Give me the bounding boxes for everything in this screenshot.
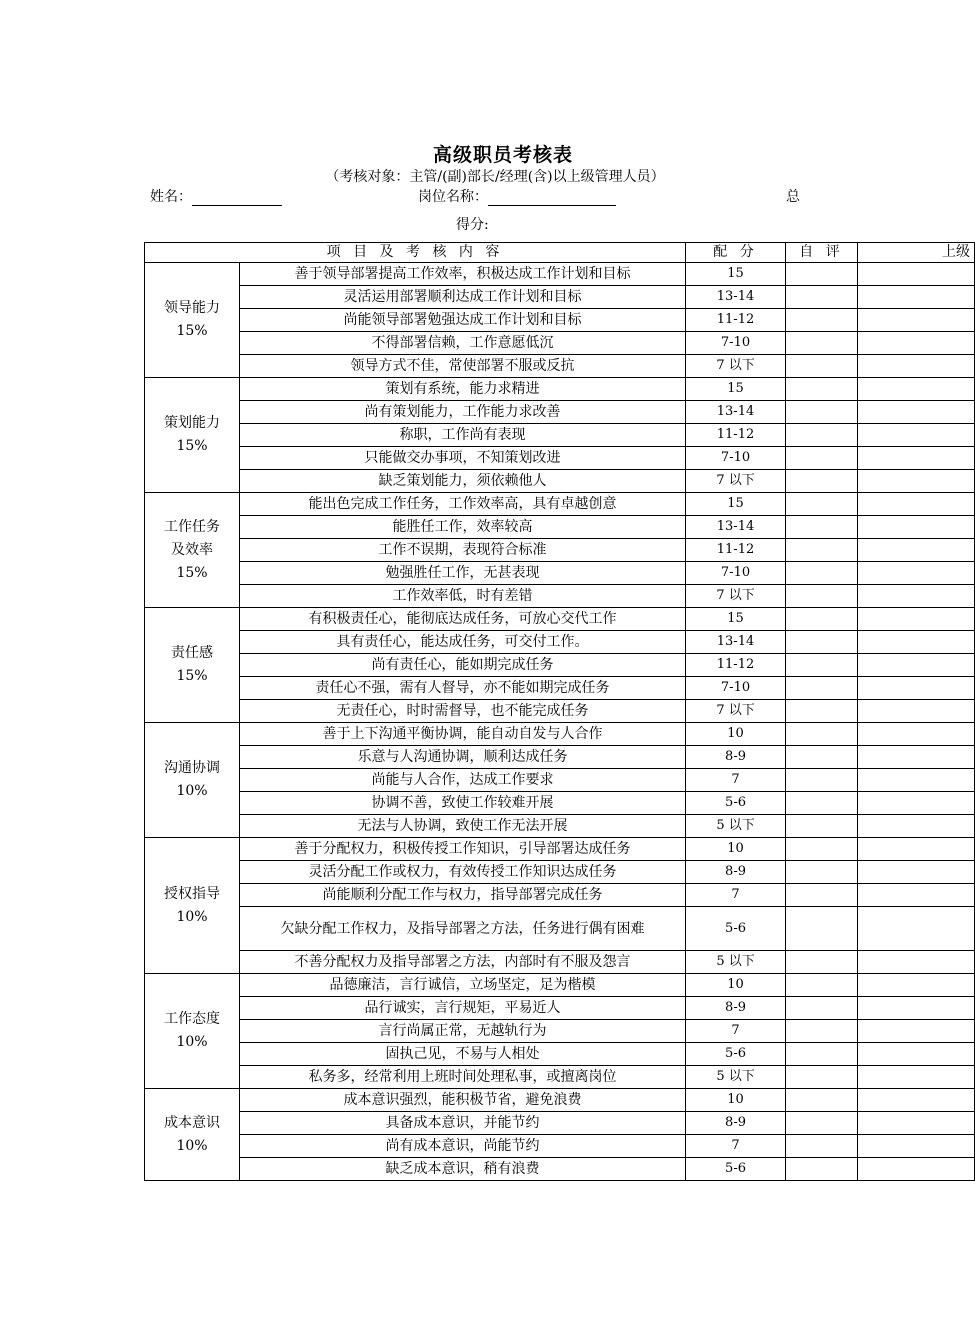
table-row (145, 631, 975, 654)
table-row (145, 974, 975, 997)
self-eval-cell[interactable] (786, 286, 858, 309)
name-blank[interactable] (192, 191, 282, 206)
category-weight: 15% (176, 438, 208, 454)
superior-eval-cell[interactable] (858, 723, 975, 746)
score-range: 10 (686, 838, 786, 861)
score-range: 13-14 (686, 286, 786, 309)
criterion-text: 品德廉洁，言行诚信，立场坚定，足为楷模 (240, 974, 686, 997)
criterion-text: 善于上下沟通平衡协调，能自动自发与人合作 (240, 723, 686, 746)
score-range: 7-10 (686, 332, 786, 355)
superior-eval-cell[interactable] (858, 401, 975, 424)
table-row (145, 378, 975, 401)
criterion-text: 乐意与人沟通协调，顺利达成任务 (240, 746, 686, 769)
criterion-text: 尚有策划能力，工作能力求改善 (240, 401, 686, 424)
score-range: 7 以下 (686, 355, 786, 378)
table-row (145, 677, 975, 700)
score-range: 5 以下 (686, 815, 786, 838)
score-range: 5-6 (686, 1043, 786, 1066)
category-name: 责任感 (171, 645, 213, 661)
criterion-text: 工作效率低，时有差错 (240, 585, 686, 608)
position-field (418, 186, 616, 206)
form-subtitle: （考核对象：主管/(副)部长/经理(含)以上级管理人员） (325, 169, 665, 185)
table-row (145, 700, 975, 723)
score-range: 8-9 (686, 861, 786, 884)
category-name: 成本意识 (164, 1114, 220, 1131)
score-range: 8-9 (686, 997, 786, 1020)
self-eval-cell[interactable] (786, 654, 858, 677)
self-eval-cell[interactable] (786, 951, 858, 974)
criterion-text: 尚有成本意识，尚能节约 (240, 1135, 686, 1158)
criterion-text: 言行尚属正常，无越轨行为 (240, 1020, 686, 1043)
criterion-text: 策划有系统，能力求精进 (240, 378, 686, 401)
superior-eval-cell[interactable] (858, 424, 975, 447)
criterion-text: 尚能顺利分配工作与权力，指导部署完成任务 (240, 884, 686, 907)
superior-eval-cell[interactable] (858, 974, 975, 997)
self-eval-cell[interactable] (786, 884, 858, 907)
superior-eval-cell[interactable] (858, 332, 975, 355)
superior-eval-cell[interactable] (858, 951, 975, 974)
col-header-self: 自 评 (786, 243, 858, 263)
criterion-text: 缺乏成本意识，稍有浪费 (240, 1158, 686, 1181)
score-range: 7 (686, 1020, 786, 1043)
score-range: 10 (686, 723, 786, 746)
superior-eval-cell[interactable] (858, 677, 975, 700)
self-eval-cell[interactable] (786, 539, 858, 562)
position-blank[interactable] (488, 191, 616, 206)
self-eval-cell[interactable] (786, 378, 858, 401)
score-range: 5 以下 (686, 1066, 786, 1089)
score-range: 7-10 (686, 447, 786, 470)
self-eval-cell[interactable] (786, 861, 858, 884)
superior-eval-cell[interactable] (858, 539, 975, 562)
criterion-text: 尚能领导部署勉强达成工作计划和目标 (240, 309, 686, 332)
table-row (145, 470, 975, 493)
criterion-text: 具备成本意识，并能节约 (240, 1112, 686, 1135)
criterion-text: 有积极责任心，能彻底达成任务，可放心交代工作 (240, 608, 686, 631)
superior-eval-cell[interactable] (858, 861, 975, 884)
table-row (145, 792, 975, 815)
self-eval-cell[interactable] (786, 1158, 858, 1181)
superior-eval-cell[interactable] (858, 997, 975, 1020)
table-row (145, 997, 975, 1020)
col-header-superior: 上级 (858, 243, 975, 263)
category-name: 工作态度 (164, 1011, 220, 1027)
superior-eval-cell[interactable] (858, 792, 975, 815)
score-range: 13-14 (686, 631, 786, 654)
score-range: 7 (686, 1135, 786, 1158)
criterion-text: 尚有责任心，能如期完成任务 (240, 654, 686, 677)
category-weight: 15% (176, 323, 208, 339)
self-eval-cell[interactable] (786, 309, 858, 332)
self-eval-cell[interactable] (786, 355, 858, 378)
self-eval-cell[interactable] (786, 723, 858, 746)
self-eval-cell[interactable] (786, 332, 858, 355)
self-eval-cell[interactable] (786, 263, 858, 286)
table-body (145, 263, 975, 1181)
score-range: 11-12 (686, 424, 786, 447)
category-name: 工作任务 (164, 518, 220, 535)
self-eval-cell[interactable] (786, 1112, 858, 1135)
table-row (145, 309, 975, 332)
superior-eval-cell[interactable] (858, 1158, 975, 1181)
criterion-text: 私务多，经常利用上班时间处理私事，或擅离岗位 (240, 1066, 686, 1089)
criterion-text: 善于分配权力，积极传授工作知识，引导部署达成任务 (240, 838, 686, 861)
score-range: 15 (686, 263, 786, 286)
score-range: 5-6 (686, 907, 786, 951)
table-row (145, 286, 975, 309)
category-cell (145, 1089, 240, 1181)
score-range: 11-12 (686, 309, 786, 332)
score-range: 10 (686, 974, 786, 997)
score-range: 15 (686, 493, 786, 516)
criterion-text: 能出色完成工作任务，工作效率高，具有卓越创意 (240, 493, 686, 516)
table-row (145, 585, 975, 608)
self-eval-cell[interactable] (786, 769, 858, 792)
table-row (145, 746, 975, 769)
criterion-text: 灵活运用部署顺利达成工作计划和目标 (240, 286, 686, 309)
self-eval-cell[interactable] (786, 516, 858, 539)
superior-eval-cell[interactable] (858, 1020, 975, 1043)
table-row (145, 884, 975, 907)
category-weight: 10% (176, 1034, 208, 1050)
criterion-text: 无责任心，时时需督导，也不能完成任务 (240, 700, 686, 723)
self-eval-cell[interactable] (786, 608, 858, 631)
score-range: 5-6 (686, 1158, 786, 1181)
superior-eval-cell[interactable] (858, 746, 975, 769)
superior-eval-cell[interactable] (858, 1112, 975, 1135)
criterion-text: 欠缺分配工作权力，及指导部署之方法，任务进行偶有困难 (240, 907, 686, 951)
col-header-score: 配 分 (686, 243, 786, 263)
criterion-text: 缺乏策划能力，须依赖他人 (240, 470, 686, 493)
criterion-text: 尚能与人合作，达成工作要求 (240, 769, 686, 792)
self-eval-cell[interactable] (786, 838, 858, 861)
self-eval-cell[interactable] (786, 562, 858, 585)
score-range: 10 (686, 1089, 786, 1112)
score-range: 13-14 (686, 516, 786, 539)
superior-eval-cell[interactable] (858, 654, 975, 677)
score-range: 7-10 (686, 562, 786, 585)
score-range: 7 以下 (686, 700, 786, 723)
category-weight: 15% (176, 668, 208, 684)
table-row (145, 1112, 975, 1135)
table-row (145, 1158, 975, 1181)
form-title: 高级职员考核表 (432, 144, 573, 166)
self-eval-cell[interactable] (786, 424, 858, 447)
self-eval-cell[interactable] (786, 1089, 858, 1112)
name-field (150, 186, 282, 206)
superior-eval-cell[interactable] (858, 378, 975, 401)
name-label: 姓名： (150, 189, 192, 205)
self-eval-cell[interactable] (786, 677, 858, 700)
criterion-text: 协调不善，致使工作较难开展 (240, 792, 686, 815)
superior-eval-cell[interactable] (858, 286, 975, 309)
score-range: 15 (686, 378, 786, 401)
self-eval-cell[interactable] (786, 974, 858, 997)
score-range: 7 以下 (686, 470, 786, 493)
self-eval-cell[interactable] (786, 815, 858, 838)
table-row (145, 907, 975, 951)
table-row (145, 838, 975, 861)
category-cell (145, 493, 240, 608)
table-row (145, 355, 975, 378)
criterion-text: 能胜任工作，效率较高 (240, 516, 686, 539)
superior-eval-cell[interactable] (858, 355, 975, 378)
superior-eval-cell[interactable] (858, 1043, 975, 1066)
col-header-items: 项 目 及 考 核 内 容 (145, 243, 686, 263)
self-eval-cell[interactable] (786, 470, 858, 493)
superior-eval-cell[interactable] (858, 516, 975, 539)
table-row (145, 447, 975, 470)
score-range: 7 (686, 769, 786, 792)
self-eval-cell[interactable] (786, 746, 858, 769)
superior-eval-cell[interactable] (858, 309, 975, 332)
table-row (145, 562, 975, 585)
superior-eval-cell[interactable] (858, 631, 975, 654)
score-range: 8-9 (686, 746, 786, 769)
score-range: 8-9 (686, 1112, 786, 1135)
criterion-text: 固执己见，不易与人相处 (240, 1043, 686, 1066)
table-row (145, 951, 975, 974)
category-cell (145, 263, 240, 378)
criterion-text: 成本意识强烈，能积极节省，避免浪费 (240, 1089, 686, 1112)
criterion-text: 责任心不强，需有人督导，亦不能如期完成任务 (240, 677, 686, 700)
category-name: 沟通协调 (164, 760, 220, 776)
table-row (145, 516, 975, 539)
category-cell (145, 608, 240, 723)
score-range: 15 (686, 608, 786, 631)
table-row (145, 493, 975, 516)
table-row (145, 1020, 975, 1043)
score-range: 7 (686, 884, 786, 907)
category-cell (145, 723, 240, 838)
criterion-text: 灵活分配工作或权力，有效传授工作知识达成任务 (240, 861, 686, 884)
self-eval-cell[interactable] (786, 700, 858, 723)
table-row (145, 654, 975, 677)
criterion-text: 不善分配权力及指导部署之方法，内部时有不服及怨言 (240, 951, 686, 974)
category-weight: 10% (176, 908, 208, 925)
self-eval-cell[interactable] (786, 1020, 858, 1043)
score-range: 11-12 (686, 654, 786, 677)
category-cell (145, 974, 240, 1089)
criterion-text: 工作不误期，表现符合标准 (240, 539, 686, 562)
self-eval-cell[interactable] (786, 401, 858, 424)
criterion-text: 具有责任心，能达成任务，可交付工作。 (240, 631, 686, 654)
table-row (145, 1043, 975, 1066)
position-label: 岗位名称： (418, 189, 488, 205)
category-weight: 10% (176, 783, 208, 799)
table-row (145, 861, 975, 884)
superior-eval-cell[interactable] (858, 608, 975, 631)
category-weight: 15% (176, 564, 208, 581)
superior-eval-cell[interactable] (858, 1066, 975, 1089)
table-row (145, 332, 975, 355)
self-eval-cell[interactable] (786, 997, 858, 1020)
superior-eval-cell[interactable] (858, 838, 975, 861)
self-eval-cell[interactable] (786, 1043, 858, 1066)
self-eval-cell[interactable] (786, 792, 858, 815)
category-cell (145, 838, 240, 974)
table-row (145, 1089, 975, 1112)
table-row (145, 401, 975, 424)
self-eval-cell[interactable] (786, 585, 858, 608)
category-name: 策划能力 (164, 415, 220, 431)
superior-eval-cell[interactable] (858, 447, 975, 470)
table-row (145, 815, 975, 838)
category-weight: 10% (176, 1137, 208, 1154)
score-range: 11-12 (686, 539, 786, 562)
self-eval-cell[interactable] (786, 907, 858, 951)
category-name: 领导能力 (164, 300, 220, 316)
score-label: 得分: (456, 217, 489, 233)
superior-eval-cell[interactable] (858, 585, 975, 608)
category-name: 授权指导 (164, 885, 220, 902)
criterion-text: 领导方式不佳，常使部署不服或反抗 (240, 355, 686, 378)
superior-eval-cell[interactable] (858, 1135, 975, 1158)
table-row (145, 608, 975, 631)
superior-eval-cell[interactable] (858, 1089, 975, 1112)
criterion-text: 称职，工作尚有表现 (240, 424, 686, 447)
table-row (145, 1135, 975, 1158)
total-label: 总 (786, 189, 800, 205)
table-row (145, 723, 975, 746)
self-eval-cell[interactable] (786, 447, 858, 470)
evaluation-table (144, 242, 975, 1181)
table-row (145, 424, 975, 447)
superior-eval-cell[interactable] (858, 470, 975, 493)
superior-eval-cell[interactable] (858, 815, 975, 838)
criterion-text: 只能做交办事项，不知策划改进 (240, 447, 686, 470)
category-cell (145, 378, 240, 493)
table-row (145, 1066, 975, 1089)
self-eval-cell[interactable] (786, 493, 858, 516)
category-name-line2: 及效率 (171, 541, 213, 558)
score-range: 13-14 (686, 401, 786, 424)
superior-eval-cell[interactable] (858, 700, 975, 723)
table-row (145, 263, 975, 286)
score-range: 5 以下 (686, 951, 786, 974)
criterion-text: 勉强胜任工作，无甚表现 (240, 562, 686, 585)
score-range: 7-10 (686, 677, 786, 700)
superior-eval-cell[interactable] (858, 907, 975, 951)
table-row (145, 769, 975, 792)
table-row (145, 539, 975, 562)
criterion-text: 无法与人协调，致使工作无法开展 (240, 815, 686, 838)
superior-eval-cell[interactable] (858, 263, 975, 286)
score-range: 7 以下 (686, 585, 786, 608)
superior-eval-cell[interactable] (858, 493, 975, 516)
self-eval-cell[interactable] (786, 1135, 858, 1158)
superior-eval-cell[interactable] (858, 562, 975, 585)
superior-eval-cell[interactable] (858, 769, 975, 792)
header-row (145, 243, 975, 263)
criterion-text: 善于领导部署提高工作效率，积极达成工作计划和目标 (240, 263, 686, 286)
superior-eval-cell[interactable] (858, 884, 975, 907)
score-range: 5-6 (686, 792, 786, 815)
criterion-text: 不得部署信赖，工作意愿低沉 (240, 332, 686, 355)
criterion-text: 品行诚实，言行规矩，平易近人 (240, 997, 686, 1020)
self-eval-cell[interactable] (786, 631, 858, 654)
self-eval-cell[interactable] (786, 1066, 858, 1089)
